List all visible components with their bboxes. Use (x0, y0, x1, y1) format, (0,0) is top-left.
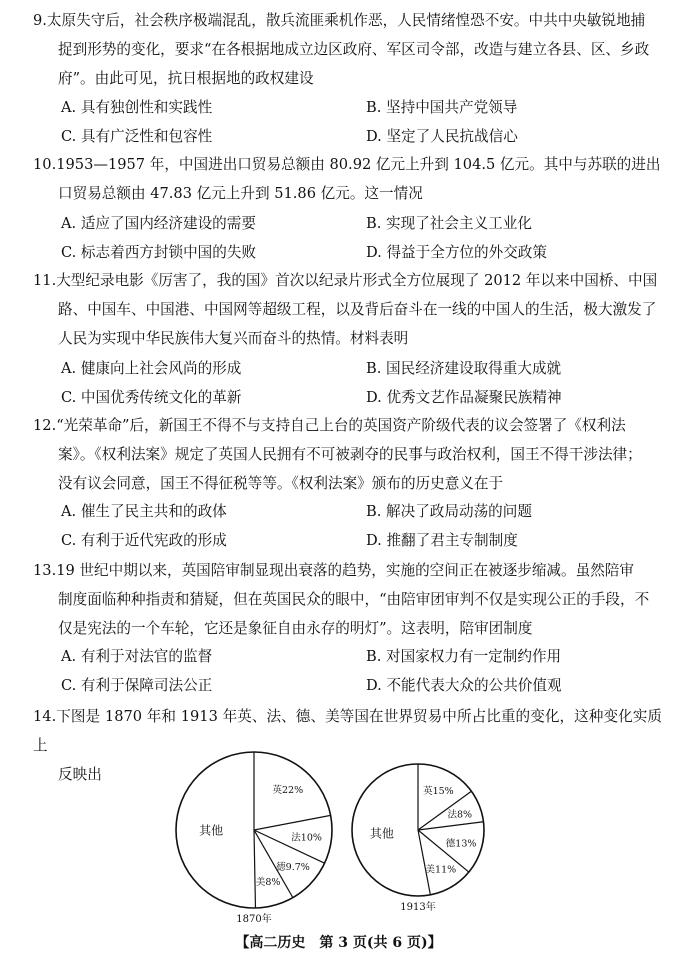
page-footer: 【高二历史 第 3 页(共 6 页)】 (235, 935, 442, 951)
pie-charts (0, 708, 677, 928)
option-c: C. 标志着西方封锁中国的失败 (61, 244, 257, 261)
pie-slice-label: 英15% (423, 786, 454, 798)
question-11 (33, 266, 662, 353)
question-line: 10.1953—1957 年，中国进出口贸易总额由 80.92 亿元上升到 104.5 亿元。其中与苏联的进出 (33, 156, 661, 173)
pie-slice-boundary (254, 830, 255, 908)
option-d: D. 不能代表大众的公共价值观 (366, 677, 562, 694)
question-line: 捉到形势的变化，要求“在各根据地成立边区政府、军区司令部，改造与建立各县、区、乡政 (58, 41, 650, 58)
question-line: 13.19 世纪中期以来，英国陪审制显现出衰落的趋势，实施的空间正在被逐步缩减。虽然陪审 (33, 562, 634, 579)
question-10 (33, 150, 662, 208)
pie-slice-label: 其他 (369, 826, 394, 841)
option-c: C. 中国优秀传统文化的革新 (61, 389, 242, 406)
question-line: 制度面临种种指责和猜疑，但在英国民众的眼中，“由陪审团审判不仅是实现公正的手段，不 (58, 591, 650, 608)
option-d: D. 坚定了人民抗战信心 (366, 128, 518, 145)
question-line: 路、中国车、中国港、中国网等超级工程，以及背后奋斗在一线的中国人的生活，极大激发了 (58, 301, 657, 318)
option-a: A. 健康向上社会风尚的形成 (61, 360, 242, 377)
pie-slice-label: 美11% (425, 864, 457, 876)
question-line: 人民为实现中华民族伟大复兴而奋斗的热情。材料表明 (58, 330, 409, 347)
option-d: D. 推翻了君主专制制度 (366, 532, 518, 549)
question-line: 口贸易总额由 47.83 亿元上升到 51.86 亿元。这一情况 (58, 185, 423, 202)
pie-slice-boundary (418, 830, 430, 895)
option-a: A. 催生了民主共和的政体 (61, 503, 227, 520)
option-d: D. 优秀文艺作品凝聚民族精神 (366, 389, 562, 406)
pie-slice-label: 法10% (291, 832, 322, 844)
pie-slice-label: 美8% (255, 877, 281, 889)
option-a: A. 有利于对法官的监督 (61, 648, 213, 665)
pie-slice-label: 德9.7% (276, 861, 310, 873)
question-line: 没有议会同意，国王不得征税等等。《权利法案》颁布的历史意义在于 (58, 475, 504, 492)
option-c: C. 有利于保障司法公正 (61, 677, 213, 694)
question-line: 14.下图是 1870 年和 1913 年英、法、德、美等国在世界贸易中所占比重的变化，这种变化实质上 (33, 708, 662, 754)
option-b: B. 国民经济建设取得重大成就 (366, 360, 562, 377)
option-b: B. 解决了政局动荡的问题 (366, 503, 532, 520)
question-line: 9.太原失守后，社会秩序极端混乱，散兵流匪乘机作恶，人民情绪惶恐不安。中共中央敏锐地捕 (33, 12, 646, 29)
question-line: 11.大型纪录电影《厉害了，我的国》首次以纪录片形式全方位展现了 2012 年以来中国桥、中国 (33, 272, 658, 289)
question-line: 12.“光荣革命”后，新国王不得不与支持自己上台的英国资产阶级代表的议会签署了《权利法 (33, 417, 626, 434)
question-line: 仅是宪法的一个车轮，它还是象征自由永存的明灯”。这表明，陪审团制度 (58, 620, 533, 637)
option-c: C. 具有广泛性和包容性 (61, 128, 213, 145)
option-b: B. 实现了社会主义工业化 (366, 215, 532, 232)
question-line: 案》。《权利法案》规定了英国人民拥有不可被剥夺的民事与政治权利，国王不得干涉法律； (58, 446, 642, 463)
option-a: A. 具有独创性和实践性 (61, 99, 213, 116)
pie-slice-boundary (254, 815, 331, 830)
option-c: C. 有利于近代宪政的形成 (61, 532, 227, 549)
pie-slice-label: 英22% (272, 785, 304, 797)
question-9 (33, 6, 662, 93)
pie-slice-label: 德13% (445, 838, 477, 850)
question-13 (33, 556, 662, 643)
option-a: A. 适应了国内经济建设的需要 (61, 215, 256, 232)
question-line: 府”。由此可见，抗日根据地的政权建设 (58, 70, 314, 87)
pie-title: 1913年 (400, 902, 436, 913)
option-b: B. 坚持中国共产党领导 (366, 99, 518, 116)
pie-slice-label: 法8% (447, 809, 473, 821)
question-12 (33, 411, 662, 498)
question-line: 反映出 (58, 766, 102, 783)
option-b: B. 对国家权力有一定制约作用 (366, 648, 562, 665)
pie-slice-label: 其他 (199, 823, 224, 838)
pie-title: 1870年 (236, 914, 272, 925)
option-d: D. 得益于全方位的外交政策 (366, 244, 547, 261)
